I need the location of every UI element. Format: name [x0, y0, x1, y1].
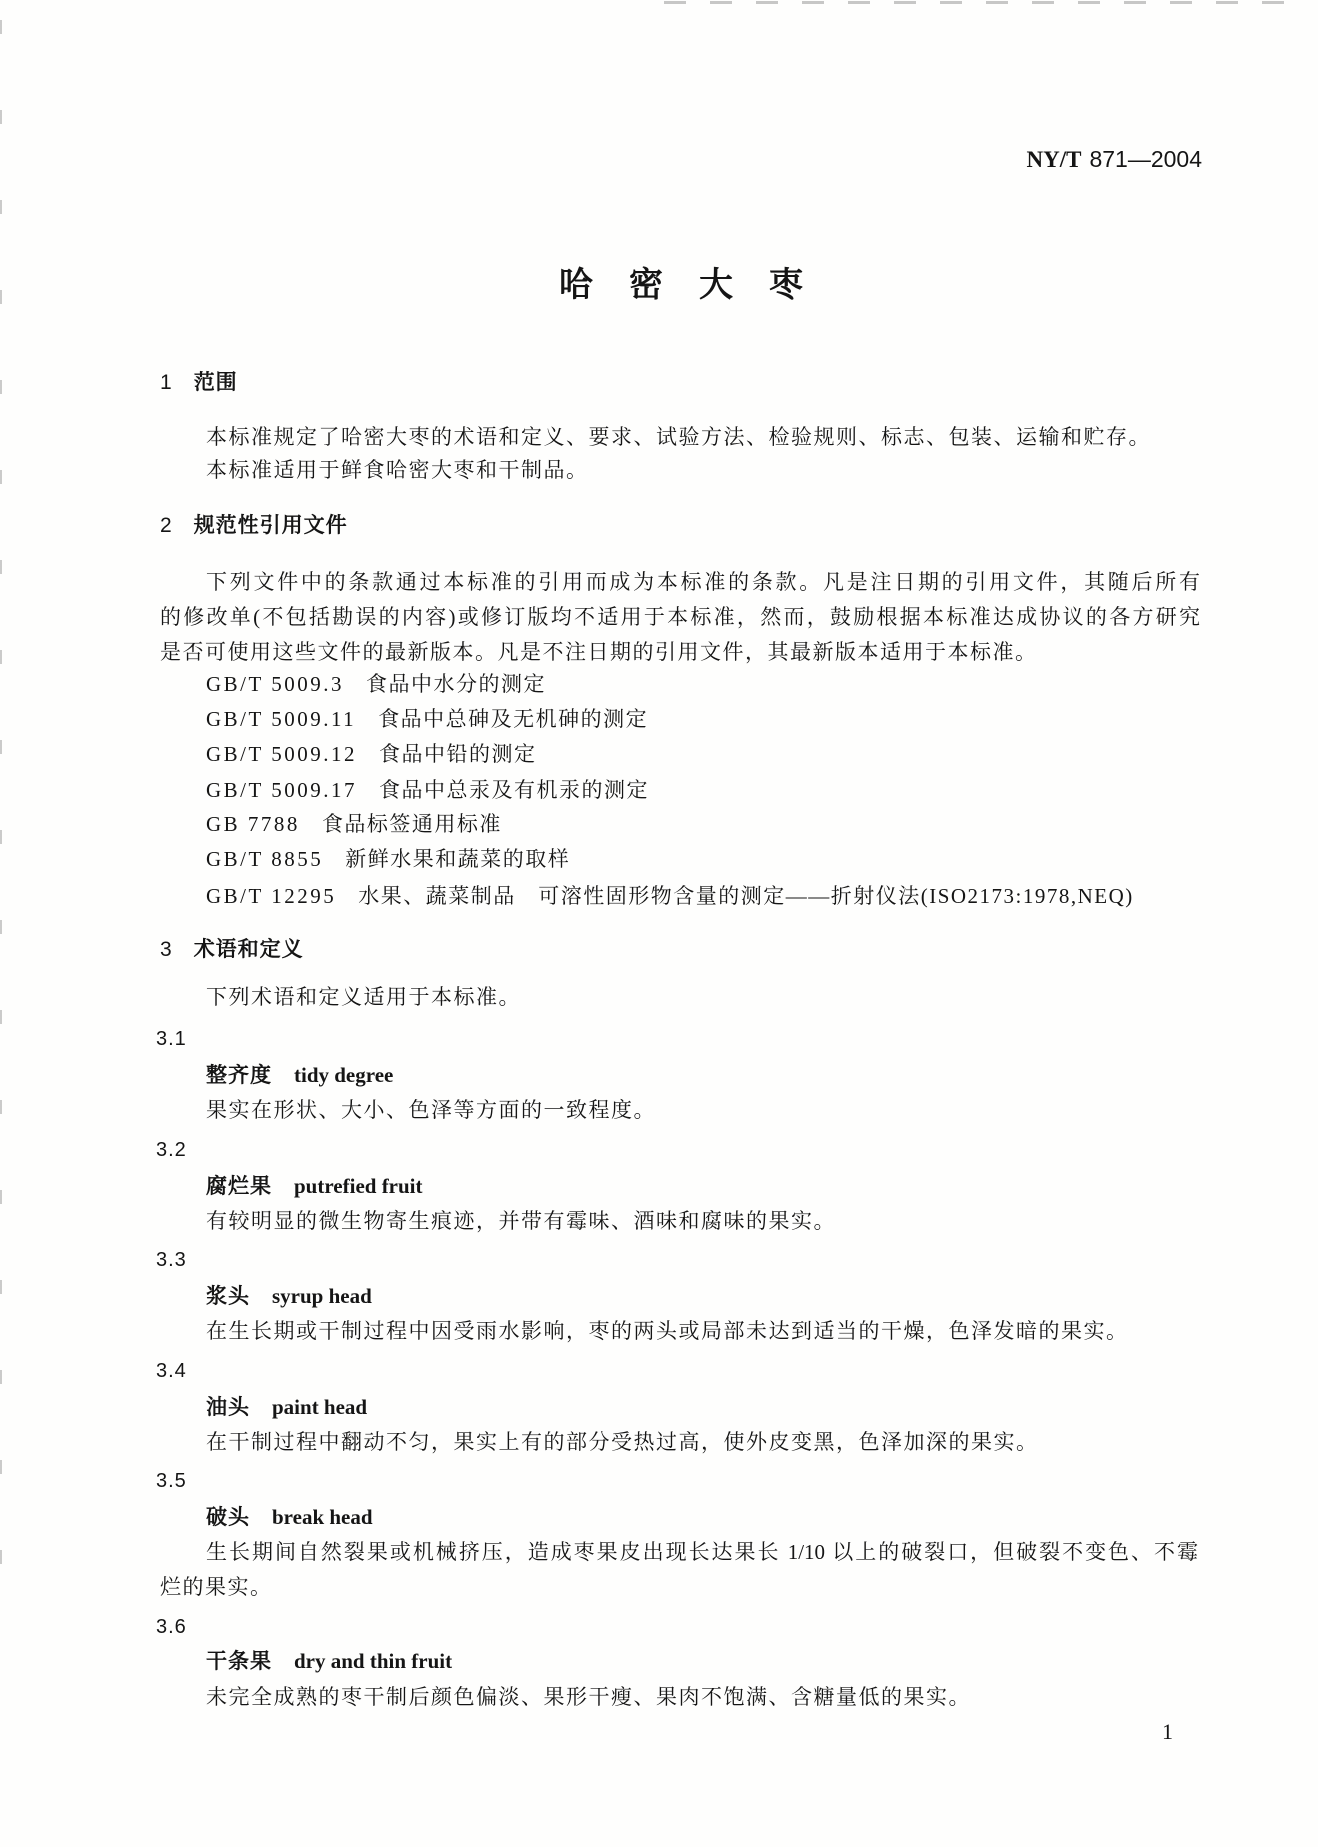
term-definition: 果实在形状、大小、色泽等方面的一致程度。 — [206, 1098, 656, 1122]
reference-title: 食品中总砷及无机砷的测定 — [378, 707, 649, 731]
section-heading-scope — [160, 370, 238, 395]
reference-code: GB/T 5009.11 — [206, 707, 357, 731]
paragraph-line: 是否可使用这些文件的最新版本。凡是不注日期的引用文件，其最新版本适用于本标准。 — [160, 640, 1038, 664]
term-number: 3.4 — [156, 1360, 187, 1382]
term-name — [206, 1063, 393, 1087]
reference-item — [206, 847, 570, 871]
term-definition: 未完全成熟的枣干制后颜色偏淡、果形干瘦、果肉不饱满、含糖量低的果实。 — [206, 1685, 971, 1709]
reference-item — [206, 812, 502, 836]
section-number: 1 — [160, 371, 172, 394]
paragraph-line: 的修改单(不包括勘误的内容)或修订版均不适用于本标准，然而，鼓励根据本标准达成协议的各方研究 — [160, 605, 1200, 629]
section-title: 术语和定义 — [193, 937, 304, 961]
standard-code-number: 871—2004 — [1089, 146, 1202, 172]
term-definition: 在干制过程中翻动不匀，果实上有的部分受热过高，使外皮变黑，色泽加深的果实。 — [206, 1430, 1039, 1454]
reference-code: GB 7788 — [206, 812, 300, 836]
term-name-zh: 干条果 — [206, 1649, 272, 1673]
reference-code: GB/T 5009.12 — [206, 742, 357, 766]
term-number: 3.5 — [156, 1470, 187, 1492]
section-number: 3 — [160, 938, 172, 961]
term-entry — [0, 1469, 1318, 1601]
term-name-zh: 破头 — [206, 1505, 250, 1529]
term-name — [206, 1174, 423, 1198]
term-name — [206, 1395, 367, 1419]
reference-item — [206, 884, 1134, 908]
term-definition: 烂的果实。 — [160, 1575, 273, 1599]
term-name-en: dry and thin fruit — [294, 1649, 453, 1673]
term-number: 3.3 — [156, 1249, 187, 1271]
section-heading-normative-references — [160, 513, 348, 538]
standard-code-prefix: NY/T — [1026, 147, 1082, 172]
paragraph: 本标准规定了哈密大枣的术语和定义、要求、试验方法、检验规则、标志、包装、运输和贮存。 — [206, 425, 1151, 449]
scan-edge-marks-top — [664, 1, 1304, 4]
term-entry — [0, 1615, 1318, 1747]
term-definition: 在生长期或干制过程中因受雨水影响，枣的两头或局部未达到适当的干燥，色泽发暗的果实。 — [206, 1319, 1129, 1343]
term-name-zh: 油头 — [206, 1395, 250, 1419]
term-number: 3.2 — [156, 1139, 187, 1161]
reference-title: 食品中总汞及有机汞的测定 — [378, 778, 649, 802]
reference-code: GB/T 12295 — [206, 884, 337, 908]
reference-title: 食品中铅的测定 — [378, 742, 537, 766]
term-name-zh: 浆头 — [206, 1284, 250, 1308]
term-number: 3.1 — [156, 1028, 187, 1050]
reference-title: 新鲜水果和蔬菜的取样 — [345, 847, 571, 871]
reference-title: 食品中水分的测定 — [365, 672, 546, 696]
term-number: 3.6 — [156, 1616, 187, 1638]
term-name-zh: 整齐度 — [206, 1063, 272, 1087]
reference-title: 食品标签通用标准 — [321, 812, 502, 836]
term-name-en: syrup head — [272, 1284, 372, 1308]
page-number: 1 — [1162, 1719, 1173, 1744]
section-heading-terms-definitions — [160, 937, 304, 962]
reference-code: GB/T 8855 — [206, 847, 324, 871]
term-name — [206, 1505, 373, 1529]
reference-code: GB/T 5009.17 — [206, 778, 357, 802]
term-name — [206, 1649, 452, 1673]
paragraph-line: 下列文件中的条款通过本标准的引用而成为本标准的条款。凡是注日期的引用文件，其随后所有 — [206, 570, 1200, 594]
term-name-en: paint head — [272, 1395, 368, 1419]
reference-item — [206, 742, 536, 766]
term-definition: 生长期间自然裂果或机械挤压，造成枣果皮出现长达果长 1/10 以上的破裂口，但破裂不变色、不霉 — [206, 1540, 1198, 1564]
term-definition: 有较明显的微生物寄生痕迹，并带有霉味、酒味和腐味的果实。 — [206, 1209, 836, 1233]
paragraph: 本标准适用于鲜食哈密大枣和干制品。 — [206, 458, 589, 482]
term-name-en: break head — [272, 1505, 373, 1529]
reference-item — [206, 707, 648, 731]
reference-title: 水果、蔬菜制品 可溶性固形物含量的测定——折射仪法(ISO2173:1978,NEQ) — [358, 884, 1134, 908]
reference-item — [206, 672, 546, 696]
section-title: 范围 — [193, 370, 238, 394]
term-name-zh: 腐烂果 — [206, 1174, 272, 1198]
term-name — [206, 1284, 372, 1308]
standard-code — [1027, 146, 1203, 173]
term-name-en: tidy degree — [294, 1063, 394, 1087]
document-title: 哈密大枣 — [559, 265, 839, 305]
section-number: 2 — [160, 514, 172, 537]
reference-item — [206, 778, 649, 802]
reference-code: GB/T 5009.3 — [206, 672, 344, 696]
paragraph: 下列术语和定义适用于本标准。 — [206, 985, 521, 1009]
term-name-en: putrefied fruit — [294, 1174, 423, 1198]
section-title: 规范性引用文件 — [193, 513, 348, 537]
